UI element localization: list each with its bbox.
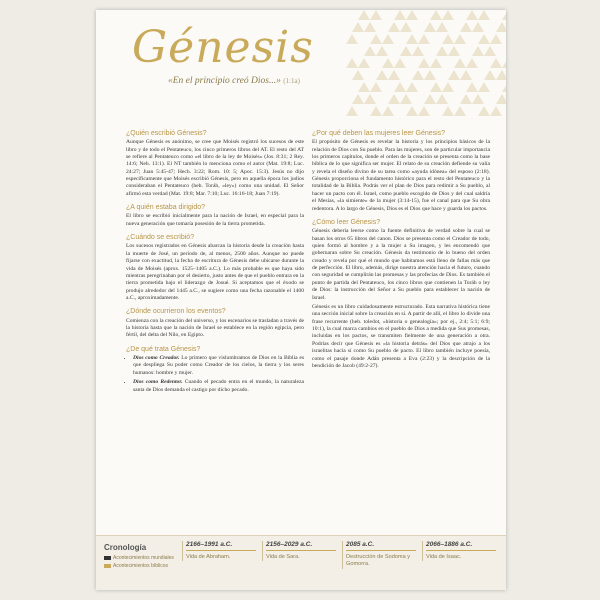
decorative-triangle — [376, 70, 388, 80]
decorative-triangle — [406, 82, 418, 92]
heading-what-about: ¿De qué trata Génesis? — [126, 345, 201, 353]
theme-item — [133, 379, 304, 394]
decorative-triangle — [358, 82, 370, 92]
decorative-triangle — [442, 34, 454, 44]
decorative-triangle — [388, 70, 400, 80]
decorative-triangle — [376, 46, 388, 56]
decorative-triangle — [418, 34, 430, 44]
decorative-triangle — [496, 70, 506, 80]
decorative-triangle — [400, 22, 412, 32]
paragraph-why-women: El propósito de Génesis es revelar la historia y los principios básicos de la relación de Dios con Su pueblo. Para las mujeres, son de particular importancia los primeros capítulos, donde el orden de la creación se presenta como la base bíblica de lo que significa ser mujer. El relato de su creación defiende su valía y revela el diseño divino de su tarea como «ayuda idónea» del esposo (2:18). Génesis proporciona el fundamento histórico para el resto del Pentateuco y la totalidad de la Biblia. Podrás ver el plan de Dios para redimir a Su pueblo, al hacer un pacto con él. Israel, como pueblo escogido de Dios y del cual saldría el Mesías, «la simiente» de la mujer (3:14-15), fue el canal para que Su obra redentora. A lo largo de Génesis, Dios es el Dios que hace y guarda los pactos. — [312, 139, 490, 212]
timeline-date: 2066–1886 a.C. — [426, 541, 496, 551]
timeline-entry — [262, 541, 336, 561]
theme-creator-label: Dios como Creador. — [133, 355, 180, 362]
decorative-triangle — [502, 10, 506, 20]
timeline-date: 2085 a.C. — [346, 541, 416, 551]
paragraph-audience: El libro se escribió inicialmente para la nación de Israel, en especial para la nueva generación que tomaría posesión de la tierra prometida. — [126, 213, 304, 227]
decorative-triangle — [436, 46, 448, 56]
decorative-triangle — [370, 10, 382, 20]
decorative-triangle — [346, 106, 358, 116]
paragraph-structure: Génesis es un libro cuidadosamente estructurado. Esta narrativa histórica tiene una sección inicial sobre la creación en sí. A partir de allí, el libro lo divide una frase recurrente (heb. toledot, «historia o genealogía»; por ej., 2:4; 5:1; 6:9; 10:1), la cual marca cambios en el pueblo de Dios a medida que Sus promesas, incluidas en los pactos, se transmiten fielmente de una generación a otra. Podrías decir que Génesis es «la historia detrás» del Dios que atrajo a los israelitas hacia sí como Su pueblo de pacto. El libro también incluye poesía, como el pasaje donde Adán presenta a Eva (2:23) y la descripción de la bendición de Jacob (49:2-27). — [312, 303, 490, 369]
decorative-triangle — [454, 106, 466, 116]
decorative-triangle — [418, 106, 430, 116]
timeline-entry — [422, 541, 496, 561]
heading-who-wrote: ¿Quién escribió Génesis? — [126, 130, 207, 137]
timeline-legend — [104, 555, 176, 570]
heading-when-written: ¿Cuándo se escribió? — [126, 234, 195, 242]
subtitle-reference: (1:1a) — [283, 77, 300, 85]
decorative-triangle — [406, 10, 418, 20]
legend-world-label: Acontecimientos mundiales — [113, 555, 174, 561]
subtitle-quote: «En el principio creó Dios...» — [168, 76, 281, 86]
timeline-header — [104, 543, 176, 572]
theme-redeemer-label: Dios como Redentor. — [133, 379, 183, 386]
timeline-date: 2166–1991 a.C. — [186, 541, 256, 551]
book-page — [96, 10, 506, 590]
timeline-event: Vida de Sara. — [266, 554, 300, 560]
decorative-triangle — [394, 58, 406, 68]
legend-world-marker — [104, 556, 111, 560]
decorative-triangle — [388, 22, 400, 32]
decorative-triangle — [358, 10, 370, 20]
decorative-triangle — [352, 70, 364, 80]
heading-audience: ¿A quién estaba dirigido? — [126, 204, 205, 212]
decorative-triangle — [502, 82, 506, 92]
decorative-triangle — [448, 46, 460, 56]
heading-why-women: ¿Por qué deben las mujeres leer Génesis? — [312, 130, 446, 137]
decorative-triangle — [466, 82, 478, 92]
decorative-triangle — [454, 58, 466, 68]
decorative-triangle — [454, 34, 466, 44]
legend-bible-label: Acontecimientos bíblicos — [113, 563, 169, 570]
decorative-triangle — [484, 70, 496, 80]
decorative-triangle — [424, 22, 436, 32]
decorative-triangle — [466, 58, 478, 68]
decorative-triangle — [430, 10, 442, 20]
decorative-triangle — [364, 94, 376, 104]
paragraph-when-written: Los sucesos registrados en Génesis abarcan la historia desde la creación hasta la muerte de José, un período de, al menos, 2500 años. Aunque no puede fijarse con exactitud, la fecha de escritura de Génesis debe ubicarse durante la vida de Moisés (aprox. 1525–1405 a.C.). Lo más probable es que haya sido mientras peregrinaban por el desierto, justo antes de que el pueblo entrara en la tierra prometida bajo el liderazgo de Josué. Si aceptamos que el éxodo se produjo alrededor del 1445 a.C., se sugiere como una fecha razonable el 1400 a.C., aproximadamente. — [126, 243, 304, 302]
legend-bible-marker — [104, 564, 111, 568]
decorative-triangle — [370, 34, 382, 44]
decorative-triangle — [412, 46, 424, 56]
decorative-triangle — [490, 106, 502, 116]
decorative-triangle — [436, 94, 448, 104]
heading-how-read: ¿Cómo leer Génesis? — [312, 218, 381, 226]
timeline-event: Vida de Isaac. — [426, 554, 462, 560]
decorative-triangle — [496, 22, 506, 32]
decorative-triangle — [460, 22, 472, 32]
decorative-triangle — [472, 22, 484, 32]
decorative-triangle — [424, 70, 436, 80]
decorative-triangle — [442, 82, 454, 92]
left-column — [126, 124, 304, 396]
decorative-triangle — [478, 106, 490, 116]
timeline-title: Cronología — [104, 543, 147, 552]
decorative-triangle — [490, 34, 502, 44]
book-title: Génesis — [132, 22, 314, 73]
timeline-event: Vida de Abraham. — [186, 554, 231, 560]
decorative-triangle — [394, 10, 406, 20]
decorative-triangle — [478, 10, 490, 20]
decorative-triangle — [346, 58, 358, 68]
decorative-triangle — [400, 94, 412, 104]
decorative-triangle — [406, 34, 418, 44]
decorative-triangle — [418, 58, 430, 68]
decorative-triangle — [352, 22, 364, 32]
decorative-triangle-pattern — [346, 10, 506, 130]
decorative-triangle — [370, 82, 382, 92]
decorative-triangle — [460, 70, 472, 80]
decorative-triangle — [364, 46, 376, 56]
decorative-triangle — [382, 34, 394, 44]
decorative-triangle — [490, 58, 502, 68]
decorative-triangle — [466, 10, 478, 20]
decorative-triangle — [382, 106, 394, 116]
decorative-triangle — [472, 94, 484, 104]
decorative-triangle — [436, 22, 448, 32]
decorative-triangle — [394, 82, 406, 92]
decorative-triangle — [358, 58, 370, 68]
decorative-triangle — [472, 46, 484, 56]
theme-creator-text: Lo primero que vislumbramos de Dios en la Biblia es que despliega Su poder como Creador de los cielos, la tierra y los seres humanos: hombre y mujer. — [133, 355, 305, 376]
themes-list — [126, 355, 304, 394]
decorative-triangle — [424, 94, 436, 104]
legend-world — [104, 555, 176, 561]
decorative-triangle — [346, 34, 358, 44]
paragraph-where: Comienza con la creación del universo, y los escenarios se trasladan a través de la historia hasta que la nación de Israel se establece en la región egipcia, pero fértil, del delta del Nilo, en Egipto. — [126, 317, 304, 339]
decorative-triangle — [370, 106, 382, 116]
right-column — [312, 124, 490, 372]
paragraph-how-read: Génesis debería leerse como la fuente definitiva de verdad sobre la cual se basan los otros 65 libros del canon. Dios se presenta como el Creador de todo, quien formó al hombre y a la mujer a Su imagen, y les encomendó que gobernaran sobre Su creación. Génesis da testimonio de lo bueno del orden creado y revela por qué el mundo que habitamos está lleno de fallas más que de perfección. El libro, además, dirige nuestra atención hacia el futuro, cuando con seguridad se cumplirán las promesas y las profecías de Dios. Es también el punto de partida del Pentateuco, los cinco libros que contienen la Toráh o ley de Dios: la instrucción del Señor a Su pueblo para establecer la nación de Israel. — [312, 228, 490, 301]
timeline-date: 2156–2029 a.C. — [266, 541, 336, 551]
decorative-triangle — [430, 82, 442, 92]
decorative-triangle — [478, 34, 490, 44]
decorative-triangle — [430, 58, 442, 68]
legend-bible — [104, 563, 176, 569]
decorative-triangle — [442, 10, 454, 20]
theme-item — [133, 355, 304, 377]
timeline-event: Destrucción de Sodoma y Gomorra. — [346, 554, 411, 568]
book-subtitle — [168, 76, 300, 86]
decorative-triangle — [478, 82, 490, 92]
decorative-triangle — [448, 70, 460, 80]
decorative-triangle — [400, 46, 412, 56]
chronology-timeline — [96, 535, 506, 590]
decorative-triangle — [364, 22, 376, 32]
heading-where: ¿Dónde ocurrieron los eventos? — [126, 308, 226, 316]
decorative-triangle — [352, 94, 364, 104]
decorative-triangle — [484, 46, 496, 56]
decorative-triangle — [502, 58, 506, 68]
decorative-triangle — [382, 58, 394, 68]
theme-redeemer-text: Cuando el pecado entra en el mundo, la naturaleza santa de Dios demanda el castigo por dicho pecado. — [133, 379, 304, 393]
decorative-triangle — [388, 94, 400, 104]
paragraph-who-wrote: Aunque Génesis es anónimo, se cree que Moisés registró los sucesos de este libro y de todo el Pentateuco, los cinco primeros libros del AT. El resto del AT se refiere al Pentateuco como «el libro de la ley de Moisés» (Jos. 8:31; 2 Rey. 14:6; Neh. 13:1). El NT también lo menciona como el autor (Mat. 19:8; Luc. 24:27; Juan 5:45-47; Hech. 3:22; Rom. 10: 5; Apoc. 15:3). Jesús no dijo específicamente que Moisés escribió Génesis, pero en aquella época los judíos consideraban el Pentateuco (heb. Toráh, «ley») como una unidad. El Señor afirmó esta verdad (Mat. 19:8; Mar. 7:10; Luc. 16:16-18; Juan 7:19). — [126, 139, 304, 197]
decorative-triangle — [460, 94, 472, 104]
decorative-triangle — [496, 94, 506, 104]
timeline-entry — [182, 541, 256, 561]
timeline-entry — [342, 541, 416, 569]
decorative-triangle — [442, 106, 454, 116]
decorative-triangle — [412, 70, 424, 80]
decorative-triangle — [406, 106, 418, 116]
